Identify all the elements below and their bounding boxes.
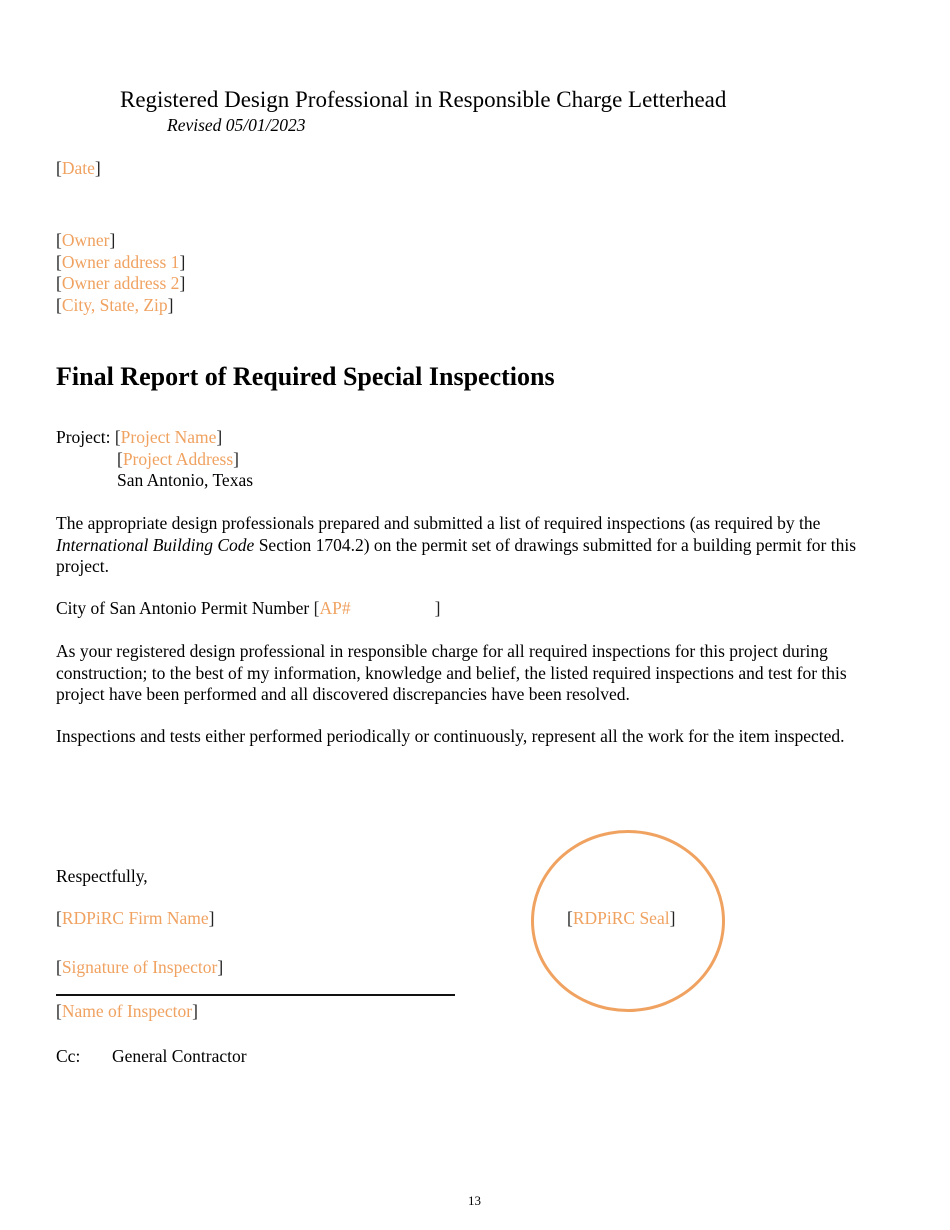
project-address-field[interactable] [117, 449, 239, 471]
date-placeholder: Date [61, 158, 95, 178]
paragraph-text: The appropriate design professionals prepared and submitted a list of required inspections (as required by the [56, 513, 821, 533]
owner-address-1-field[interactable] [56, 252, 185, 274]
owner-placeholder: Owner [61, 230, 110, 250]
owner-address-2-placeholder: Owner address 2 [61, 273, 180, 293]
city-state-zip-field[interactable] [56, 295, 173, 317]
project-address-placeholder: Project Address [122, 449, 234, 469]
bracket: [ [567, 908, 573, 928]
date-field[interactable] [56, 158, 101, 180]
signature-field[interactable] [56, 957, 223, 979]
permit-number-field[interactable] [314, 598, 441, 618]
letterhead-title: Registered Design Professional in Responsible Charge Letterhead [120, 87, 727, 112]
bracket: ] [434, 598, 441, 618]
seal-placeholder: RDPiRC Seal [572, 908, 670, 928]
page-title: Final Report of Required Special Inspections [56, 362, 555, 391]
bracket: [ [56, 230, 62, 250]
paragraph-submission [56, 513, 886, 578]
permit-number-line [56, 598, 440, 620]
owner-address-2-field[interactable] [56, 273, 185, 295]
bracket: [ [117, 449, 123, 469]
revised-date: Revised 05/01/2023 [167, 115, 306, 135]
owner-address-1-placeholder: Owner address 1 [61, 252, 180, 272]
bracket: [ [56, 252, 62, 272]
paragraph-inspections: Inspections and tests either performed periodically or continuously, represent all the work for the item inspected. [56, 726, 845, 746]
bracket: ] [109, 230, 116, 250]
bracket: ] [233, 449, 239, 469]
bracket: ] [208, 908, 215, 928]
bracket: ] [167, 295, 174, 315]
bracket: ] [94, 158, 101, 178]
bracket: ] [192, 1001, 198, 1021]
bracket: ] [669, 908, 676, 928]
bracket: ] [179, 273, 186, 293]
bracket: [ [313, 598, 320, 618]
project-label: Project: [56, 427, 115, 447]
cc-recipient: General Contractor [112, 1046, 247, 1066]
bracket: ] [216, 427, 223, 447]
city-state-zip-placeholder: City, State, Zip [61, 295, 168, 315]
bracket: [ [56, 295, 62, 315]
signature-placeholder: Signature of Inspector [61, 957, 218, 977]
bracket: [ [56, 908, 62, 928]
bracket: [ [56, 1001, 62, 1021]
permit-label: City of San Antonio Permit Number [56, 598, 314, 618]
code-reference: International Building Code [56, 534, 255, 555]
bracket: ] [179, 252, 186, 272]
signature-line [56, 994, 455, 996]
page-number: 13 [468, 1193, 481, 1208]
owner-field[interactable] [56, 230, 115, 252]
inspector-name-placeholder: Name of Inspector [61, 1001, 193, 1021]
cc-label: Cc: [56, 1046, 81, 1066]
paragraph-responsibility: As your registered design professional in responsible charge for all required inspections for this project during construction; to the best of my information, knowledge and belief, the listed required inspections and test for this project have been performed and all discovered discrepancies have been resolved. [56, 641, 847, 704]
salutation: Respectfully, [56, 866, 148, 886]
inspector-name-field[interactable] [56, 1001, 198, 1023]
project-city: San Antonio, Texas [117, 470, 254, 490]
project-name-line [56, 427, 222, 449]
paragraph-text: Section 1704.2) on the permit set of drawings submitted for a building permit for this project. [56, 534, 857, 576]
project-name-field[interactable] [115, 427, 222, 447]
bracket: [ [56, 957, 62, 977]
firm-name-field[interactable] [56, 908, 214, 930]
seal-field[interactable] [567, 908, 675, 929]
bracket: [ [114, 427, 121, 447]
project-name-placeholder: Project Name [120, 427, 217, 447]
firm-name-placeholder: RDPiRC Firm Name [61, 908, 209, 928]
bracket: ] [217, 957, 224, 977]
bracket: [ [56, 273, 62, 293]
permit-number-placeholder: AP# [319, 598, 351, 618]
bracket: [ [56, 158, 62, 178]
